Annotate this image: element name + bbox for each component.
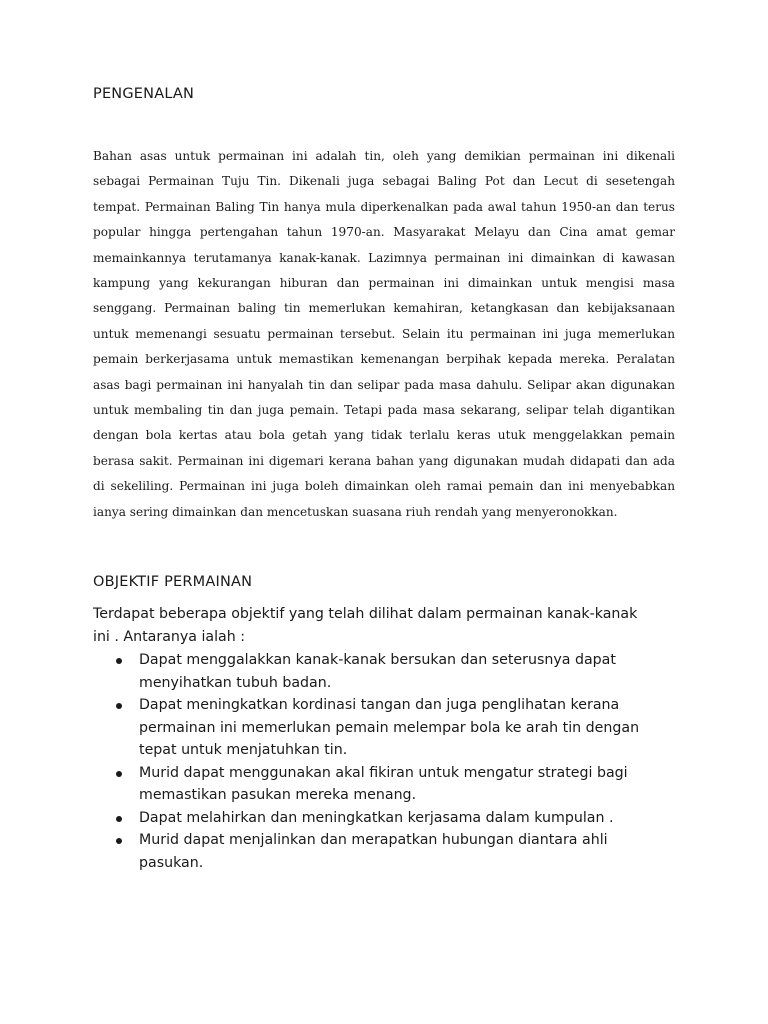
bullet-icon <box>116 658 122 664</box>
bullet-icon <box>116 816 122 822</box>
list-item <box>93 807 663 830</box>
list-item-text: Dapat menggalakkan kanak-kanak bersukan dan seterusnya dapat menyihatkan tubuh badan. <box>139 652 616 691</box>
objectives-intro: Terdapat beberapa objektif yang telah dilihat dalam permainan kanak-kanak ini . Antaranya ialah : <box>93 606 638 645</box>
section-heading-pengenalan: PENGENALAN <box>93 86 195 102</box>
list-item <box>93 829 663 874</box>
introduction-paragraph: Bahan asas untuk permainan ini adalah tin, oleh yang demikian permainan ini dikenali sebagai Permainan Tuju Tin. Dikenali juga sebagai Baling Pot dan Lecut di sesetengah tempat. Permainan Baling Tin hanya mula diperkenalkan pada awal tahun 1950-an dan terus popular hingga pertengahan tahun 1970-an. Masyarakat Melayu dan Cina amat gemar memainkannya terutamanya kanak-kanak. Lazimnya permainan ini dimainkan di kawasan kampung yang kekurangan hiburan dan permainan ini dimainkan untuk mengisi masa senggang. Permainan baling tin memerlukan kemahiran, ketangkasan dan kebijaksanaan untuk memenangi sesuatu permainan tersebut. Selain itu permainan ini juga memerlukan pemain berkerjasama untuk memastikan kemenangan berpihak kepada mereka. Peralatan asas bagi permainan ini hanyalah tin dan selipar pada masa dahulu. Selipar akan digunakan untuk membaling tin dan juga pemain. Tetapi pada masa sekarang, selipar telah digantikan dengan bola kertas atau bola getah yang tidak terlalu keras utuk menggelakkan pemain berasa sakit. Permainan ini digemari kerana bahan yang digunakan mudah didapati dan ada di sekeliling. Permainan ini juga boleh dimainkan oleh ramai pemain dan ini menyebabkan ianya sering dimainkan dan mencetuskan suasana riuh rendah yang menyeronokkan. <box>93 149 675 519</box>
section-heading-objektif: OBJEKTIF PERMAINAN <box>93 574 253 590</box>
bullet-icon <box>116 771 122 777</box>
list-item-text: Murid dapat menjalinkan dan merapatkan hubungan diantara ahli pasukan. <box>139 832 608 871</box>
objectives-list <box>93 649 673 874</box>
bullet-icon <box>116 838 122 844</box>
bullet-icon <box>116 703 122 709</box>
list-item-text: Murid dapat menggunakan akal fikiran untuk mengatur strategi bagi memastikan pasukan mereka menang. <box>139 764 628 803</box>
list-item-text: Dapat meningkatkan kordinasi tangan dan juga penglihatan kerana permainan ini memerlukan pemain melempar bola ke arah tin dengan tepat untuk menjatuhkan tin. <box>139 697 640 758</box>
list-item <box>93 762 663 807</box>
list-item-text: Dapat melahirkan dan meningkatkan kerjasama dalam kumpulan . <box>139 809 614 826</box>
list-item <box>93 694 663 762</box>
list-item <box>93 649 663 694</box>
